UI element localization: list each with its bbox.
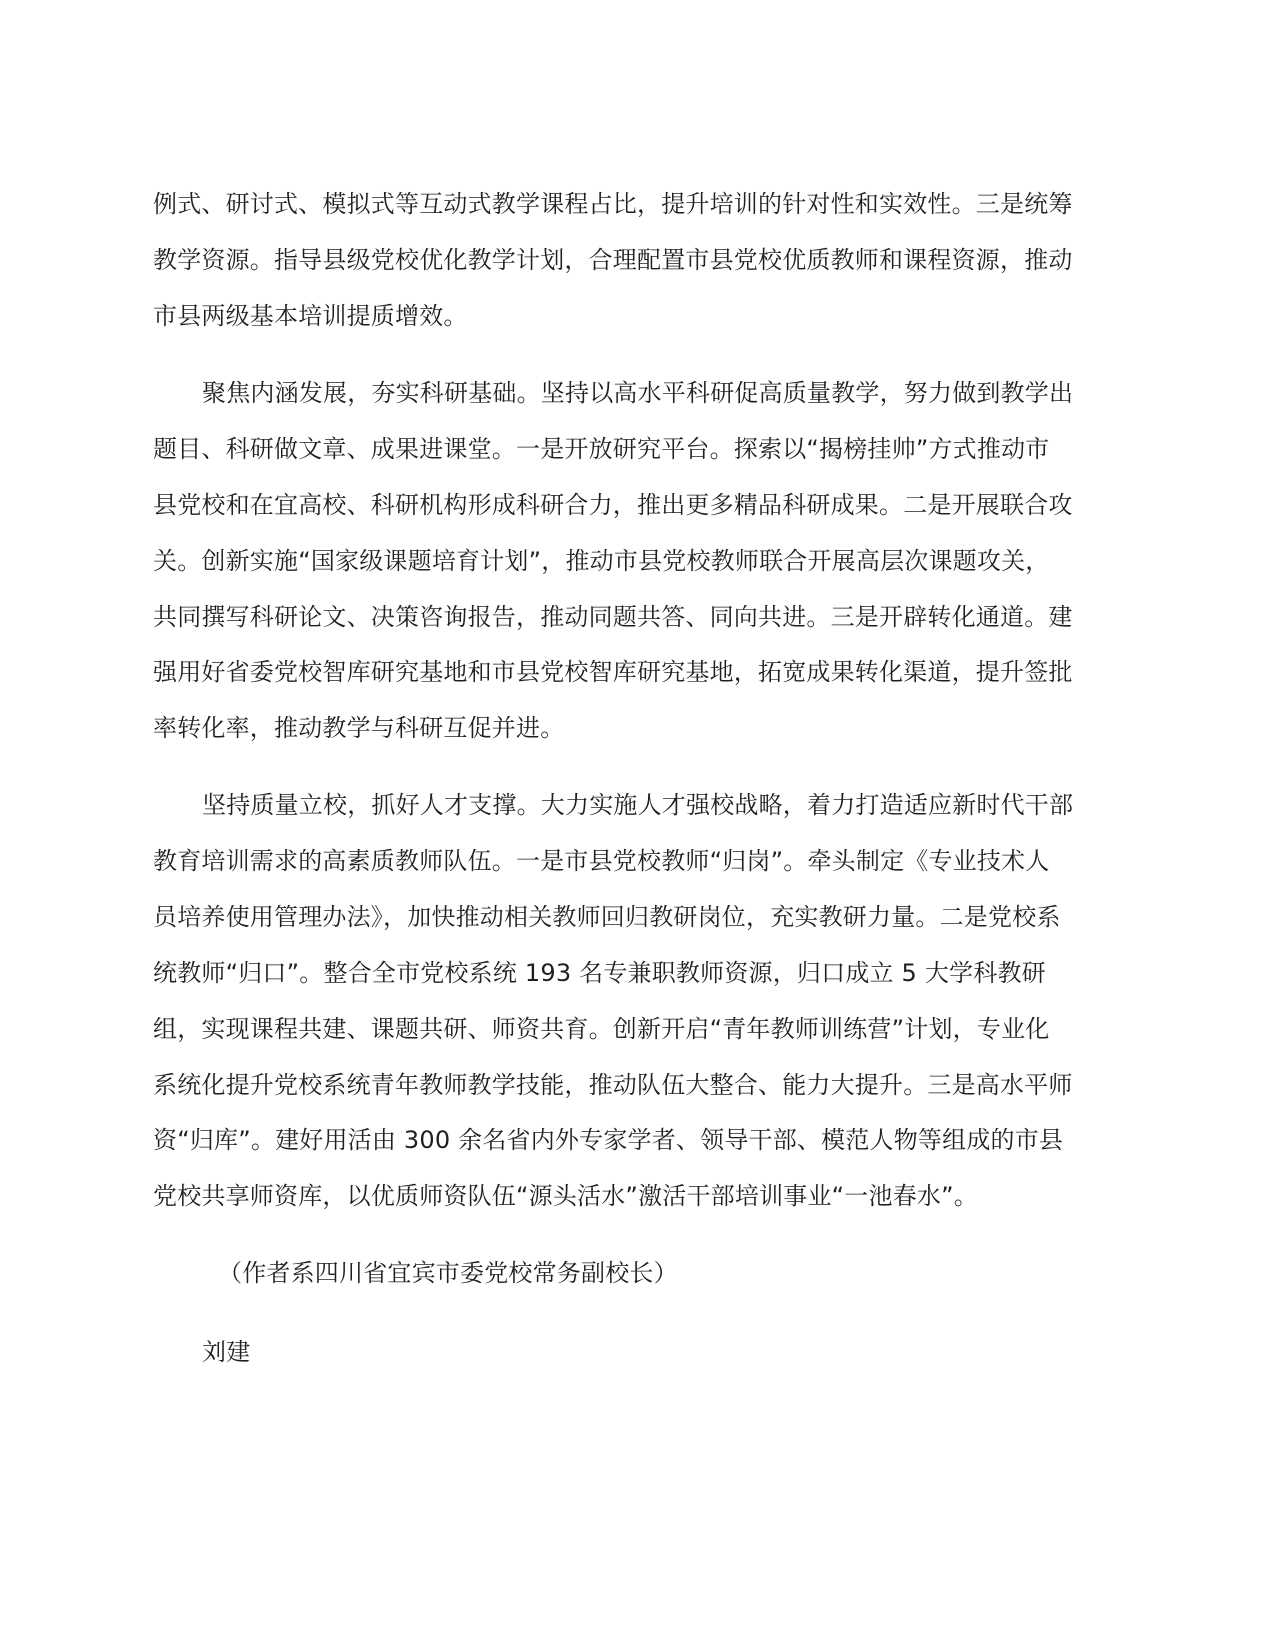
paragraph-3-line-5: 组，实现课程共建、课题共研、师资共育。创新开启“青年教师训练营”计划，专业化: [153, 1015, 1050, 1043]
paragraph-3-line-1: 坚持质量立校，抓好人才支撑。大力实施人才强校战略，着力打造适应新时代干部: [202, 791, 1074, 819]
paragraph-1-line-1: 例式、研讨式、模拟式等互动式教学课程占比，提升培训的针对性和实效性。三是统筹: [153, 190, 1073, 218]
paragraph-2-line-1: 聚焦内涵发展，夯实科研基础。坚持以高水平科研促高质量教学，努力做到教学出: [202, 379, 1074, 407]
paragraph-3-line-2: 教育培训需求的高素质教师队伍。一是市县党校教师“归岗”。牵头制定《专业技术人: [153, 847, 1050, 875]
paragraph-3-line-3: 员培养使用管理办法》，加快推动相关教师回归教研岗位，充实教研力量。二是党校系: [153, 903, 1061, 931]
paragraph-3-line-7: 资“归库”。建好用活由 300 余名省内外专家学者、领导干部、模范人物等组成的市县: [153, 1126, 1064, 1154]
paragraph-1-line-2: 教学资源。指导县级党校优化教学计划，合理配置市县党校优质教师和课程资源，推动: [153, 246, 1073, 274]
paragraph-2-line-2: 题目、科研做文章、成果进课堂。一是开放研究平台。探索以“揭榜挂帅”方式推动市: [153, 435, 1050, 463]
author-note: （作者系四川省宜宾市委党校常务副校长）: [218, 1259, 678, 1287]
paragraph-2-line-3: 县党校和在宜高校、科研机构形成科研合力，推出更多精品科研成果。二是开展联合攻: [153, 491, 1073, 519]
author-name: 刘建: [202, 1338, 251, 1366]
paragraph-2-line-7: 率转化率，推动教学与科研互促并进。: [153, 714, 565, 742]
paragraph-2-line-5: 共同撰写科研论文、决策咨询报告，推动同题共答、同向共进。三是开辟转化通道。建: [153, 603, 1073, 631]
paragraph-2-line-6: 强用好省委党校智库研究基地和市县党校智库研究基地，拓宽成果转化渠道，提升签批: [153, 658, 1073, 686]
paragraph-3-line-8: 党校共享师资库，以优质师资队伍“源头活水”激活干部培训事业“一池春水”。: [153, 1182, 978, 1210]
paragraph-3-line-4: 统教师“归口”。整合全市党校系统 193 名专兼职教师资源，归口成立 5 大学科教研: [153, 959, 1046, 987]
paragraph-2-line-4: 关。创新实施“国家级课题培育计划”，推动市县党校教师联合开展高层次课题攻关，: [153, 547, 1050, 575]
paragraph-3-line-6: 系统化提升党校系统青年教师教学技能，推动队伍大整合、能力大提升。三是高水平师: [153, 1071, 1073, 1099]
paragraph-1-line-3: 市县两级基本培训提质增效。: [153, 302, 468, 330]
